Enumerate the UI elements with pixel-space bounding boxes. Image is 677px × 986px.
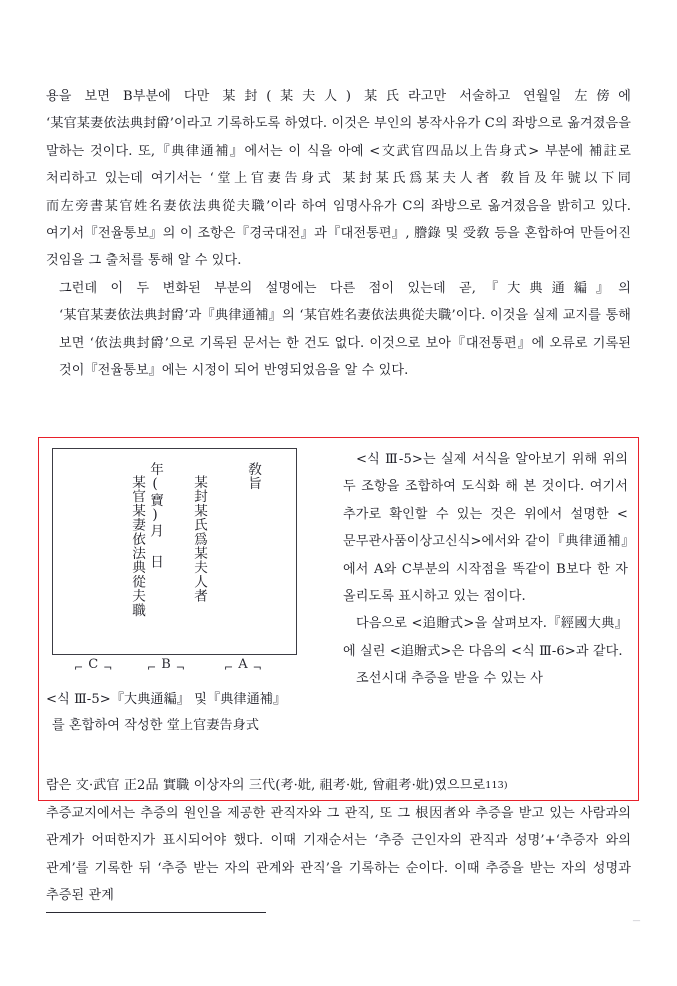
diagram-label-c bbox=[74, 655, 112, 675]
right-column-paragraph-2: 다음으로 <追贈式>을 살펴보자.『經國大典』에 실린 <追贈式>은 다음의 <식 Ⅲ-6>과 같다. bbox=[343, 616, 628, 659]
figure-caption bbox=[46, 687, 314, 739]
bracket-right-corner-icon: ¬ bbox=[175, 660, 185, 674]
bracket-right-corner-icon: ¬ bbox=[103, 660, 113, 674]
bottom-paragraph-block bbox=[46, 800, 631, 910]
figure-column bbox=[46, 448, 320, 739]
bracket-left-corner-icon: ⌐ bbox=[224, 660, 234, 674]
top-paragraph-block bbox=[46, 83, 631, 384]
diagram-label-a-text: A bbox=[238, 656, 248, 672]
right-column-paragraph-1: <식 Ⅲ-5>는 실제 서식을 알아보기 위해 위의 두 조항을 조합하여 도식화 해 본 것이다. 여기서 추가로 확인할 수 있는 것은 위에서 설명한 <문무관사품이상고신식>에서와 같이『典律通補』에서 A와 C부분의 시작점을 똑같이 B보다 한 자 올리도록 표시하고 있는 점이다. bbox=[343, 452, 628, 605]
document-format-diagram bbox=[52, 448, 297, 655]
footnote-reference-113: 113) bbox=[485, 780, 508, 791]
right-text-column bbox=[343, 446, 628, 693]
diagram-column-c-date-text: 年(寶)月 日 bbox=[147, 462, 163, 569]
bracket-right-corner-icon: ¬ bbox=[252, 660, 262, 674]
footnote-separator-rule bbox=[46, 912, 266, 913]
diagram-label-b bbox=[147, 655, 185, 675]
paragraph-bottom-1: 추증교지에서는 추증의 원인을 제공한 관직자와 그 관직, 또 그 根因者와 추증을 받고 있는 사람과의 관계가 어떠한지가 표시되어야 했다. 이때 기재순서는 ‘추증 근인자의 관직과 성명’+‘추증자 와의 관계’를 기록한 뒤 ‘추증 받는 자의 관계와 관직’을 기록하는 순이다. 이때 추증을 받는 자의 성명과 추증된 관계 bbox=[46, 806, 631, 904]
figure-caption-line-2: 를 혼합하여 작성한 堂上官妻告身式 bbox=[52, 718, 260, 733]
right-column-paragraph-3: 조선시대 추증을 받을 수 있는 사 bbox=[356, 671, 544, 687]
paragraph-top-1: 용을 보면 B부분에 다만 某封(某夫人) 某氏라고만 서술하고 연월일 左傍에 ‘某官某妻依法典封爵’이라고 기록하도록 하였다. 이것은 부인의 봉작사유가 C의 좌방으로 옮겨졌음을 말하는 것이다. 또,『典律通補』에서는 이 식을 아예 <文武官四品以上告身式> 부분에 補註로 처리하고 있는데 여기서는 ‘堂上官妻告身式 某封某氏爲某夫人者 敎旨及年號以下同 而左旁書某官姓名妻依法典從夫職’이라 하여 임명사유가 C의 좌방으로 옮겨졌음을 밝히고 있다. 여기서『전율통보』의 이 조항은『경국대전』과『대전통편』, 謄錄 및 受敎 등을 혼합하여 만들어진 것임을 그 출처를 통해 알 수 있다. bbox=[46, 89, 631, 269]
cross-column-line bbox=[46, 772, 631, 800]
paragraph-top-2: 그런데 이 두 변화된 부분의 설명에는 다른 점이 있는데 곧,『大典通編』의 ‘某官某妻依法典封爵’과『典律通補』의 ‘某官姓名妻依法典從夫職’이다. 이것을 실제 교지를 통해 보면 ‘依法典封爵’으로 기록된 문서는 한 건도 없다. 이것으로 보아『대전통편』에 오류로 기록된 것이『전율통보』에는 시정이 되어 반영되었음을 알 수 있다. bbox=[59, 280, 631, 379]
diagram-label-c-text: C bbox=[88, 656, 99, 672]
bracket-left-corner-icon: ⌐ bbox=[74, 660, 84, 674]
diagram-label-b-text: B bbox=[161, 656, 171, 672]
figure-caption-line-1: <식 Ⅲ-5>『大典通編』 및『典律通補』 bbox=[46, 692, 287, 707]
diagram-section-labels bbox=[52, 655, 297, 677]
bracket-left-corner-icon: ⌐ bbox=[147, 660, 157, 674]
diagram-column-c-reason-text: 某官某妻依法典從夫職 bbox=[129, 475, 145, 617]
diagram-label-a bbox=[224, 655, 262, 675]
cross-line-text: 람은 文·武官 正2品 實職 이상자의 三代(考·妣, 祖考·妣, 曾祖考·妣)였으므로 bbox=[46, 778, 486, 793]
diagram-column-b-text: 某封某氏爲某夫人者 bbox=[191, 475, 207, 603]
page-folio-mark: — bbox=[632, 916, 641, 925]
diagram-column-a-text: 敎旨 bbox=[245, 462, 261, 491]
